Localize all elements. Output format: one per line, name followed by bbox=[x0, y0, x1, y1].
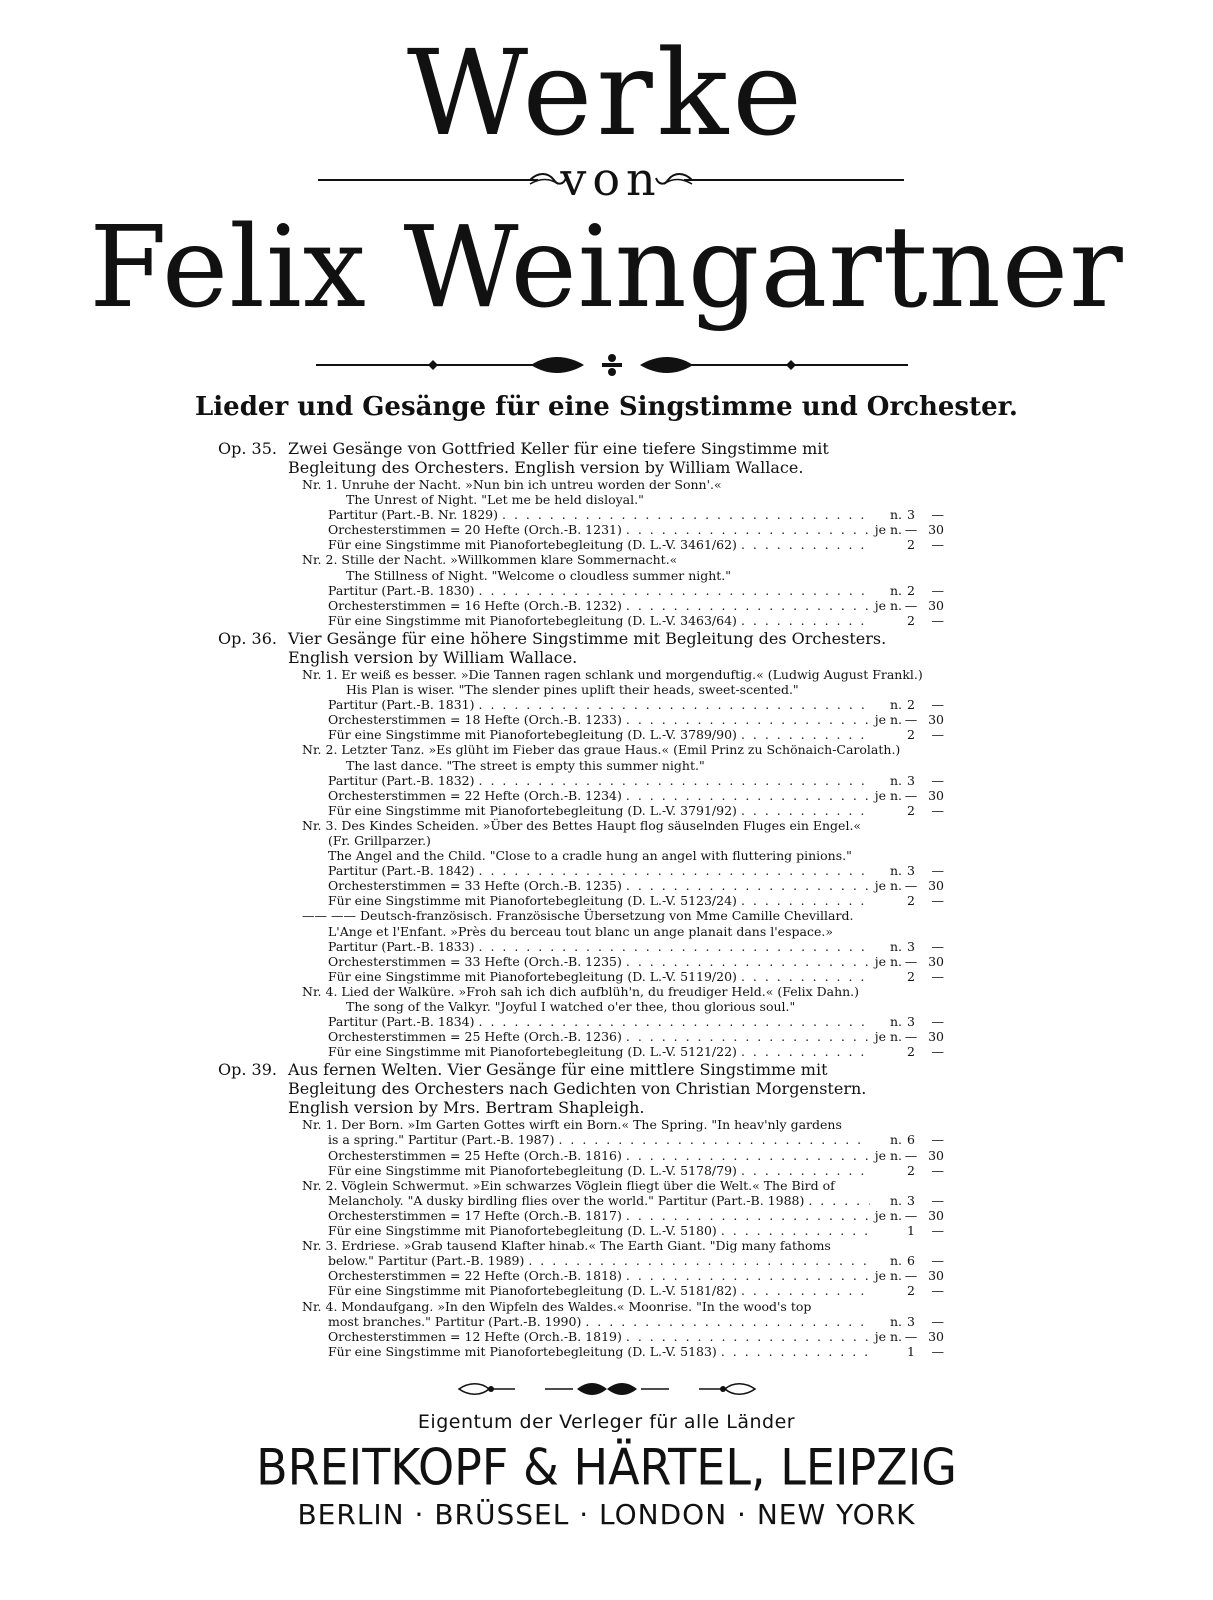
price-entry: Für eine Singstimme mit Pianofortebegleitung (D. L.-V. 5181/82) . . . 2 — bbox=[218, 1283, 944, 1298]
english-title: The Angel and the Child. "Close to a cradle hung an angel with fluttering pinions." bbox=[328, 848, 852, 864]
price-entry: Orchesterstimmen = 17 Hefte (Orch.-B. 1817) . . . je n. — 30 bbox=[218, 1208, 944, 1223]
opus-title: Vier Gesänge für eine höhere Singstimme mit Begleitung des Orchesters. bbox=[288, 628, 887, 648]
opus-number: Op. 36. bbox=[218, 628, 277, 648]
opus-heading-cont: Begleitung des Orchesters. English version by William Wallace. bbox=[288, 458, 804, 477]
price-entry: Orchesterstimmen = 22 Hefte (Orch.-B. 1818) . . . je n. — 30 bbox=[218, 1268, 944, 1283]
opus-heading bbox=[218, 1060, 944, 1079]
song-title: Nr. 2. Vöglein Schwermut. »Ein schwarzes Vöglein fliegt über die Welt.« The Bird of bbox=[302, 1177, 835, 1193]
opus-number: Op. 39. bbox=[218, 1060, 277, 1080]
price-entry: Für eine Singstimme mit Pianofortebegleitung (D. L.-V. 3791/92) . . . 2 — bbox=[218, 803, 944, 818]
price-entry: Für eine Singstimme mit Pianofortebegleitung (D. L.-V. 3463/64) . . . 2 — bbox=[218, 613, 944, 628]
song-title: Nr. 2. Letzter Tanz. »Es glüht im Fieber das graue Haus.« (Emil Prinz zu Schönaich-Carolath.) bbox=[302, 742, 901, 758]
price-entry: Partitur (Part.-B. 1832) . . . n. 3 — bbox=[218, 773, 944, 788]
opus-heading bbox=[218, 629, 944, 648]
song-title: Nr. 1. Er weiß es besser. »Die Tannen ragen schlank und morgenduftig.« (Ludwig August Frankl.) bbox=[302, 666, 923, 682]
price-entry: Partitur (Part.-B. 1830) . . . n. 2 — bbox=[218, 583, 944, 598]
song-title: Nr. 3. Des Kindes Scheiden. »Über des Bettes Haupt flog säuselnden Fluges ein Engel.« bbox=[302, 817, 862, 833]
price-entry: Orchesterstimmen = 33 Hefte (Orch.-B. 1235) . . . je n. — 30 bbox=[218, 878, 944, 893]
price-entry: Orchesterstimmen = 25 Hefte (Orch.-B. 1816) . . . je n. — 30 bbox=[218, 1148, 944, 1163]
price-entry: Für eine Singstimme mit Pianofortebegleitung (D. L.-V. 5183) . . . 1 — bbox=[218, 1344, 944, 1359]
works-listing bbox=[218, 438, 944, 1359]
price-entry: Für eine Singstimme mit Pianofortebegleitung (D. L.-V. 5121/22) . . . 2 — bbox=[218, 1044, 944, 1059]
price-entry: is a spring." Partitur (Part.-B. 1987) . . . n. 6 — bbox=[218, 1132, 944, 1147]
collection-subtitle: Lieder und Gesänge für eine Singstimme und Orchester. bbox=[195, 392, 1018, 422]
price-entry: Für eine Singstimme mit Pianofortebegleitung (D. L.-V. 3461/62) . . . 2 — bbox=[218, 537, 944, 552]
opus-36 bbox=[218, 629, 944, 1059]
price-entry: Für eine Singstimme mit Pianofortebegleitung (D. L.-V. 5119/20) . . . 2 — bbox=[218, 969, 944, 984]
price-entry: most branches." Partitur (Part.-B. 1990) . . . n. 3 — bbox=[218, 1314, 944, 1329]
song-title: Nr. 4. Mondaufgang. »In den Wipfeln des Waldes.« Moonrise. "In the wood's top bbox=[302, 1298, 812, 1314]
price-entry: Orchesterstimmen = 16 Hefte (Orch.-B. 1232) . . . je n. — 30 bbox=[218, 598, 944, 613]
price-entry: Für eine Singstimme mit Pianofortebegleitung (D. L.-V. 5123/24) . . . 2 — bbox=[218, 893, 944, 908]
song-author: (Fr. Grillparzer.) bbox=[328, 832, 431, 848]
opus-title: Zwei Gesänge von Gottfried Keller für eine tiefere Singstimme mit bbox=[288, 439, 829, 458]
song-title: Nr. 1. Unruhe der Nacht. »Nun bin ich untreu worden der Sonn'.« bbox=[302, 477, 722, 492]
price-entry: Orchesterstimmen = 18 Hefte (Orch.-B. 1233) . . . je n. — 30 bbox=[218, 712, 944, 727]
french-edition-heading: —— —— Deutsch-französisch. Französische Übersetzung von Mme Camille Chevillard. bbox=[302, 908, 854, 924]
opus-title: Aus fernen Welten. Vier Gesänge für eine mittlere Singstimme mit bbox=[288, 1060, 828, 1080]
opus-heading-cont: Begleitung des Orchesters nach Gedichten von Christian Morgenstern. bbox=[288, 1079, 867, 1099]
ownership-notice: Eigentum der Verleger für alle Länder bbox=[417, 1411, 796, 1433]
opus-heading bbox=[218, 439, 944, 458]
price-entry: Melancholy. "A dusky birdling flies over the world." Partitur (Part.-B. 1988) . . . n. 3 — bbox=[218, 1193, 944, 1208]
english-title: The last dance. "The street is empty this summer night." bbox=[346, 757, 705, 773]
publisher-cities: BERLIN · BRÜSSEL · LONDON · NEW YORK bbox=[297, 1498, 916, 1531]
price-entry: Partitur (Part.-B. 1834) . . . n. 3 — bbox=[218, 1014, 944, 1029]
english-title: His Plan is wiser. "The slender pines uplift their heads, sweet-scented." bbox=[346, 682, 799, 698]
french-title: L'Ange et l'Enfant. »Près du berceau tout blanc un ange planait dans l'espace.» bbox=[328, 923, 833, 939]
price-entry: Für eine Singstimme mit Pianofortebegleitung (D. L.-V. 5180) . . . 1 — bbox=[218, 1223, 944, 1238]
english-title: The Stillness of Night. "Welcome o cloudless summer night." bbox=[346, 567, 732, 583]
composer-name: Felix Weingartner bbox=[89, 203, 1124, 333]
von-label: von bbox=[560, 152, 662, 206]
opus-heading-cont: English version by Mrs. Bertram Shapleigh. bbox=[288, 1098, 645, 1118]
price-entry: Orchesterstimmen = 22 Hefte (Orch.-B. 1234) . . . je n. — 30 bbox=[218, 788, 944, 803]
bottom-ornament-icon bbox=[455, 1380, 759, 1398]
price-entry: Für eine Singstimme mit Pianofortebegleitung (D. L.-V. 3789/90) . . . 2 — bbox=[218, 727, 944, 742]
english-title: The Unrest of Night. "Let me be held disloyal." bbox=[346, 492, 644, 508]
von-divider bbox=[318, 152, 904, 206]
song-title: Nr. 4. Lied der Walküre. »Froh sah ich dich aufblüh'n, du freudiger Held.« (Felix Dahn.) bbox=[302, 983, 860, 999]
price-entry: below." Partitur (Part.-B. 1989) . . . n. 6 — bbox=[218, 1253, 944, 1268]
price-entry: Partitur (Part.-B. Nr. 1829) . . . n. 3 — bbox=[218, 507, 944, 522]
page-title: Werke bbox=[406, 24, 807, 162]
song-title: Nr. 2. Stille der Nacht. »Willkommen klare Sommernacht.« bbox=[302, 552, 678, 568]
ornamental-rule-icon bbox=[316, 352, 908, 378]
english-title: The song of the Valkyr. "Joyful I watched o'er thee, thou glorious soul." bbox=[346, 999, 796, 1014]
opus-39 bbox=[218, 1060, 944, 1359]
opus-35 bbox=[218, 439, 944, 628]
price-entry: Partitur (Part.-B. 1831) . . . n. 2 — bbox=[218, 697, 944, 712]
price-entry: Orchesterstimmen = 33 Hefte (Orch.-B. 1235) . . . je n. — 30 bbox=[218, 954, 944, 969]
price-entry: Partitur (Part.-B. 1833) . . . n. 3 — bbox=[218, 939, 944, 954]
song-title: Nr. 3. Erdriese. »Grab tausend Klafter hinab.« The Earth Giant. "Dig many fathoms bbox=[302, 1238, 831, 1254]
opus-heading-cont: English version by William Wallace. bbox=[288, 647, 578, 667]
price-entry: Orchesterstimmen = 12 Hefte (Orch.-B. 1819) . . . je n. — 30 bbox=[218, 1329, 944, 1344]
song-title: Nr. 1. Der Born. »Im Garten Gottes wirft ein Born.« The Spring. "In heav'nly gardens bbox=[302, 1117, 842, 1133]
price-entry: Orchesterstimmen = 25 Hefte (Orch.-B. 1236) . . . je n. — 30 bbox=[218, 1029, 944, 1044]
price-entry: Orchesterstimmen = 20 Hefte (Orch.-B. 1231) . . . je n. — 30 bbox=[218, 522, 944, 537]
price-entry: Partitur (Part.-B. 1842) . . . n. 3 — bbox=[218, 863, 944, 878]
opus-number: Op. 35. bbox=[218, 439, 277, 458]
price-entry: Für eine Singstimme mit Pianofortebegleitung (D. L.-V. 5178/79) . . . 2 — bbox=[218, 1163, 944, 1178]
publisher-name: BREITKOPF & HÄRTEL, LEIPZIG bbox=[256, 1437, 957, 1497]
